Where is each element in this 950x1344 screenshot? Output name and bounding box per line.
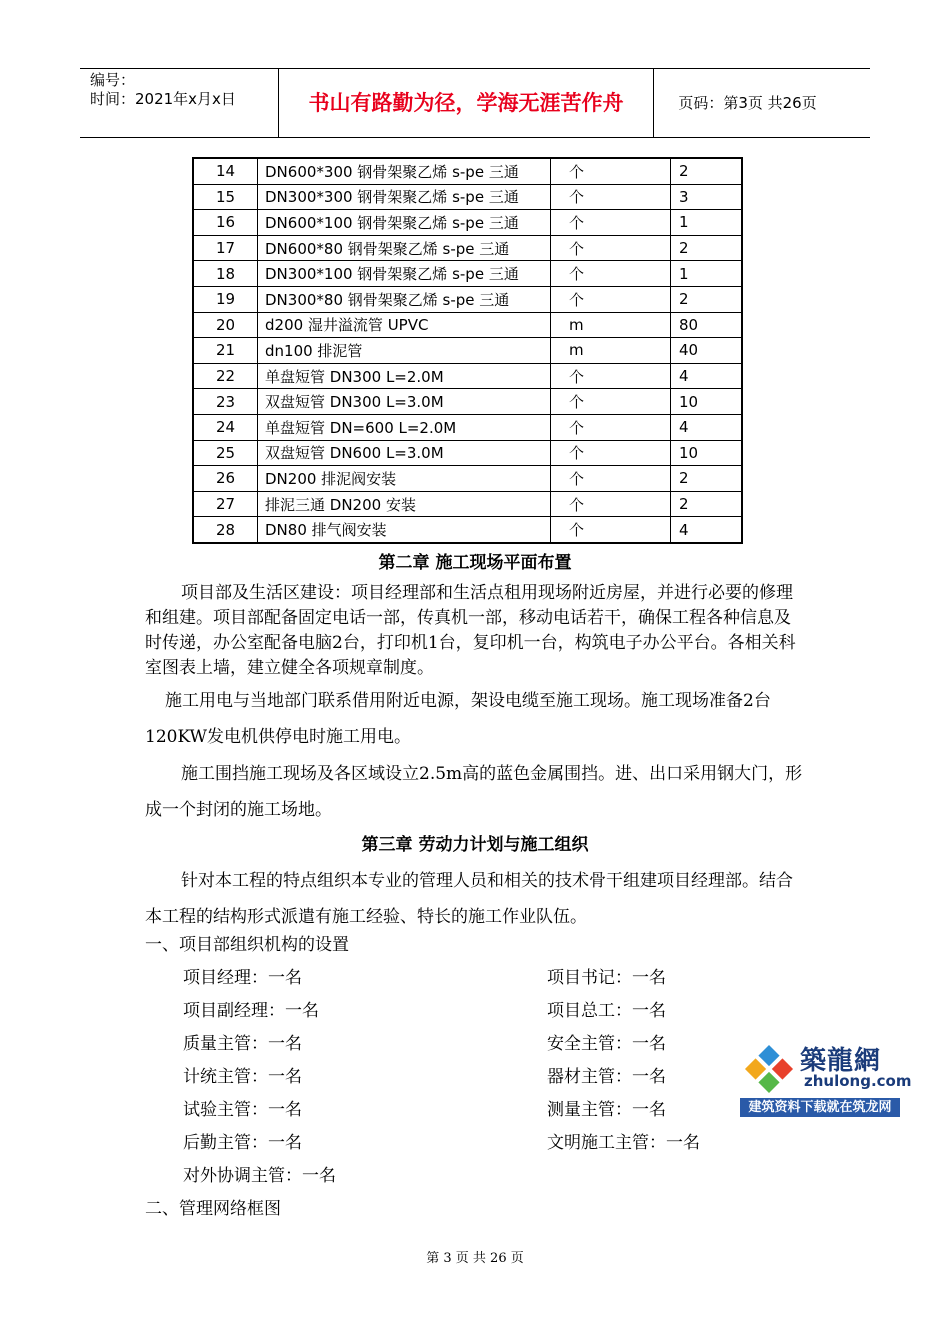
table-row: [193, 466, 742, 492]
item-unit: 个: [551, 363, 671, 389]
staff-item: 项目副经理：一名: [183, 1001, 319, 1021]
item-quantity: 2: [671, 158, 743, 184]
item-quantity: 80: [671, 312, 743, 338]
item-name: DN300*100 钢骨架聚乙烯 s-pe 三通: [258, 261, 551, 287]
staff-item: 后勤主管：一名: [183, 1133, 302, 1153]
chapter2-paragraph-3: 施工围挡施工现场及各区域设立2.5m高的蓝色金属围挡。进、出口采用钢大门，形成一个封闭的施工场地。: [145, 764, 803, 820]
watermark-brand-en: zhulong.com: [804, 1072, 912, 1090]
item-unit: 个: [551, 389, 671, 415]
item-name: 单盘短管 DN300 L=2.0M: [258, 363, 551, 389]
row-number: 24: [193, 414, 258, 440]
row-number: 18: [193, 261, 258, 287]
row-number: 28: [193, 517, 258, 543]
staff-item: 对外协调主管：一名: [183, 1166, 336, 1186]
item-unit: 个: [551, 210, 671, 236]
row-number: 17: [193, 235, 258, 261]
item-name: 双盘短管 DN300 L=3.0M: [258, 389, 551, 415]
item-quantity: 2: [671, 235, 743, 261]
item-unit: 个: [551, 235, 671, 261]
header-number-label: 编号：: [90, 71, 136, 89]
chapter2-paragraph-1: 项目部及生活区建设：项目经理部和生活点租用现场附近房屋，并进行必要的修理和组建。项目部配备固定电话一部，传真机一部，移动电话若干，确保工程各种信息及时传递，办公室配备电脑2台，打印机1台，复印机一台，构筑电子办公平台。各相关科室图表上墙，建立健全各项规章制度。: [145, 583, 796, 678]
header-page-label: 页码：第3页 共26页: [678, 94, 817, 112]
item-quantity: 1: [671, 210, 743, 236]
table-row: [193, 440, 742, 466]
item-unit: 个: [551, 286, 671, 312]
item-name: 单盘短管 DN=600 L=2.0M: [258, 414, 551, 440]
row-number: 21: [193, 338, 258, 364]
row-number: 14: [193, 158, 258, 184]
row-number: 20: [193, 312, 258, 338]
staff-item: 项目总工：一名: [547, 1001, 666, 1021]
item-unit: 个: [551, 261, 671, 287]
table-row: [193, 312, 742, 338]
item-quantity: 4: [671, 363, 743, 389]
staff-item: 器材主管：一名: [547, 1067, 666, 1087]
item-name: DN200 排泥阀安装: [258, 466, 551, 492]
item-unit: 个: [551, 158, 671, 184]
item-unit: m: [551, 312, 671, 338]
table-row: [193, 363, 742, 389]
chapter3-title: 第三章 劳动力计划与施工组织: [361, 835, 589, 855]
materials-table: [192, 157, 743, 544]
item-quantity: 1: [671, 261, 743, 287]
header-time-label: 时间：2021年x月x日: [90, 90, 236, 108]
section-management-network: 二、管理网络框图: [145, 1199, 281, 1219]
item-quantity: 2: [671, 491, 743, 517]
header-motto: 书山有路勤为径，学海无涯苦作舟: [278, 69, 654, 137]
table-row: [193, 210, 742, 236]
chapter2-paragraph-2: 施工用电与当地部门联系借用附近电源，架设电缆至施工现场。施工现场准备2台120KW发电机供停电时施工用电。: [145, 691, 771, 747]
table-row: [193, 158, 742, 184]
item-quantity: 2: [671, 286, 743, 312]
table-row: [193, 286, 742, 312]
item-quantity: 2: [671, 466, 743, 492]
item-name: DN300*80 钢骨架聚乙烯 s-pe 三通: [258, 286, 551, 312]
row-number: 15: [193, 184, 258, 210]
item-unit: 个: [551, 184, 671, 210]
item-unit: 个: [551, 491, 671, 517]
staff-item: 质量主管：一名: [183, 1034, 302, 1054]
item-quantity: 3: [671, 184, 743, 210]
row-number: 25: [193, 440, 258, 466]
table-row: [193, 261, 742, 287]
staff-item: 试验主管：一名: [183, 1100, 302, 1120]
chapter3-paragraph-1: 针对本工程的特点组织本专业的管理人员和相关的技术骨干组建项目经理部。结合本工程的结构形式派遣有施工经验、特长的施工作业队伍。: [145, 871, 793, 927]
item-unit: 个: [551, 466, 671, 492]
table-row: [193, 184, 742, 210]
item-unit: m: [551, 338, 671, 364]
item-name: d200 湿井溢流管 UPVC: [258, 312, 551, 338]
item-name: DN600*300 钢骨架聚乙烯 s-pe 三通: [258, 158, 551, 184]
zhulong-diamond-icon: [742, 1042, 796, 1096]
item-name: DN300*300 钢骨架聚乙烯 s-pe 三通: [258, 184, 551, 210]
table-row: [193, 491, 742, 517]
row-number: 22: [193, 363, 258, 389]
item-name: dn100 排泥管: [258, 338, 551, 364]
row-number: 19: [193, 286, 258, 312]
item-quantity: 10: [671, 389, 743, 415]
table-row: [193, 414, 742, 440]
staff-item: 项目书记：一名: [547, 968, 666, 988]
staff-item: 计统主管：一名: [183, 1067, 302, 1087]
watermark-brand-cn: 築龍網: [800, 1046, 882, 1076]
zhulong-watermark-logo: [740, 1040, 912, 1118]
item-unit: 个: [551, 440, 671, 466]
table-row: [193, 338, 742, 364]
section-org-setup: 一、项目部组织机构的设置: [145, 935, 349, 955]
page-footer: 第 3 页 共 26 页: [426, 1251, 524, 1266]
table-row: [193, 389, 742, 415]
staff-item: 文明施工主管：一名: [547, 1133, 700, 1153]
item-quantity: 40: [671, 338, 743, 364]
item-quantity: 4: [671, 517, 743, 543]
item-name: 排泥三通 DN200 安装: [258, 491, 551, 517]
page-header: [80, 68, 870, 138]
staff-item: 项目经理：一名: [183, 968, 302, 988]
item-unit: 个: [551, 414, 671, 440]
row-number: 23: [193, 389, 258, 415]
row-number: 26: [193, 466, 258, 492]
staff-item: 测量主管：一名: [547, 1100, 666, 1120]
header-meta: [80, 69, 278, 137]
row-number: 16: [193, 210, 258, 236]
staff-item: 安全主管：一名: [547, 1034, 666, 1054]
watermark-slogan: 建筑资料下载就在筑龙网: [740, 1098, 900, 1117]
table-row: [193, 235, 742, 261]
item-unit: 个: [551, 517, 671, 543]
item-name: DN600*80 钢骨架聚乙烯 s-pe 三通: [258, 235, 551, 261]
item-name: 双盘短管 DN600 L=3.0M: [258, 440, 551, 466]
item-quantity: 4: [671, 414, 743, 440]
item-name: DN80 排气阀安装: [258, 517, 551, 543]
row-number: 27: [193, 491, 258, 517]
chapter2-title: 第二章 施工现场平面布置: [378, 553, 572, 573]
table-row: [193, 517, 742, 543]
item-name: DN600*100 钢骨架聚乙烯 s-pe 三通: [258, 210, 551, 236]
item-quantity: 10: [671, 440, 743, 466]
